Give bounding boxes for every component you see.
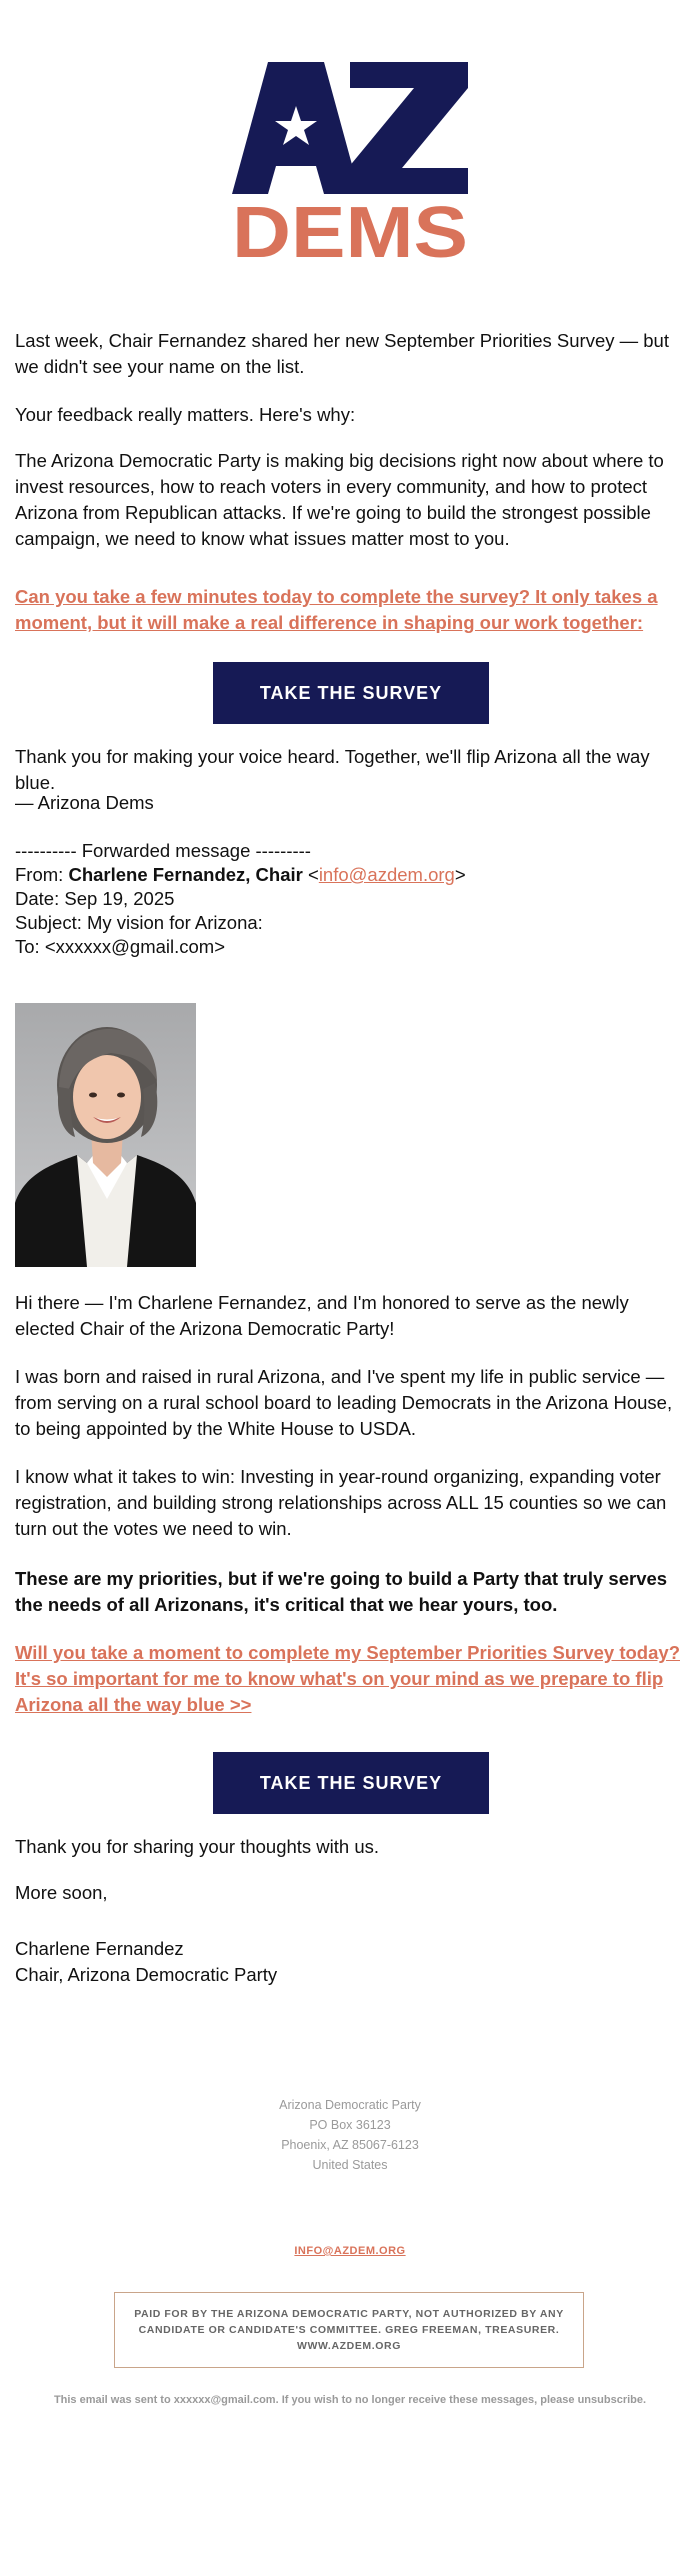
intro-signoff: — Arizona Dems xyxy=(15,792,154,813)
intro-paragraph-3: The Arizona Democratic Party is making big decisions right now about where to invest resources, how to reach voters in every community, and how to protect Arizona from Republican attacks. If we're going to build the strongest possible campaign, we need to know what issues matter most to you. xyxy=(15,450,664,549)
footer-city: Phoenix, AZ 85067-6123 xyxy=(281,2138,419,2152)
chair-portrait xyxy=(15,1003,196,1267)
forward-from xyxy=(15,862,687,888)
az-dems-logo xyxy=(232,62,468,262)
forward-to: To: <xxxxxx@gmail.com> xyxy=(15,936,226,957)
letter-more-soon: More soon, xyxy=(15,1882,108,1903)
signature-name: Charlene Fernandez xyxy=(15,1938,184,1959)
letter-paragraph-4: These are my priorities, but if we're going to build a Party that truly serves the needs of all Arizonans, it's critical that we hear yours, too. xyxy=(15,1568,668,1615)
intro-thanks: Thank you for making your voice heard. Together, we'll flip Arizona all the way blue. xyxy=(15,746,650,793)
footer-email-link[interactable]: INFO@AZDEM.ORG xyxy=(294,2245,406,2257)
intro-paragraph-2: Your feedback really matters. Here's why: xyxy=(15,404,356,425)
footer-po-box: PO Box 36123 xyxy=(309,2118,391,2132)
letter-paragraph-2: I was born and raised in rural Arizona, and I've spent my life in public service — from serving on a rural school board to leading Democrats in the Arizona House, to being appointed by the White House to USDA. xyxy=(15,1366,673,1439)
signature-title: Chair, Arizona Democratic Party xyxy=(15,1964,278,1985)
footer-country: United States xyxy=(312,2158,388,2172)
from-label: From: xyxy=(15,864,69,885)
from-lt: < xyxy=(302,864,319,885)
letter-paragraph-3: I know what it takes to win: Investing in year-round organizing, expanding voter registration, and building strong relationships across ALL 15 counties so we can turn out the votes we need to win. xyxy=(15,1466,667,1539)
survey-cta-link-2[interactable]: Will you take a moment to complete my September Priorities Survey today? It's so important for me to know what's on your mind as we prepare to flip Arizona all the way blue >> xyxy=(15,1642,680,1715)
forward-subject: Subject: My vision for Arizona: xyxy=(15,912,263,933)
paid-for-disclaimer xyxy=(114,2292,584,2368)
unsubscribe-notice[interactable]: This email was sent to xxxxxx@gmail.com. If you wish to no longer receive these messages, please unsubscribe. xyxy=(53,2394,647,2406)
footer-org: Arizona Democratic Party xyxy=(279,2098,421,2112)
take-survey-button-2[interactable]: TAKE THE SURVEY xyxy=(213,1752,489,1814)
take-survey-button-1[interactable]: TAKE THE SURVEY xyxy=(213,662,489,724)
forward-header: ---------- Forwarded message --------- xyxy=(15,840,311,861)
logo-dems-text: DEMS xyxy=(232,193,468,262)
from-gt: > xyxy=(454,864,466,885)
survey-cta-link-1[interactable]: Can you take a few minutes today to complete the survey? It only takes a moment, but it will make a real difference in shaping our work together: xyxy=(15,586,658,633)
forward-date: Date: Sep 19, 2025 xyxy=(15,888,175,909)
disclaimer-text: PAID FOR BY THE ARIZONA DEMOCRATIC PARTY, NOT AUTHORIZED BY ANY CANDIDATE OR CANDIDATE'S COMMITTEE. GREG FREEMAN, TREASURER. WWW.AZDEM.ORG xyxy=(134,2308,564,2352)
letter-paragraph-1: Hi there — I'm Charlene Fernandez, and I'm honored to serve as the newly elected Chair of the Arizona Democratic Party! xyxy=(15,1292,629,1339)
letter-thanks: Thank you for sharing your thoughts with us. xyxy=(15,1836,380,1857)
from-email-link[interactable]: info@azdem.org xyxy=(318,864,455,885)
intro-paragraph-1: Last week, Chair Fernandez shared her new September Priorities Survey — but we didn't see your name on the list. xyxy=(15,330,669,377)
from-name: Charlene Fernandez, Chair xyxy=(68,864,303,885)
